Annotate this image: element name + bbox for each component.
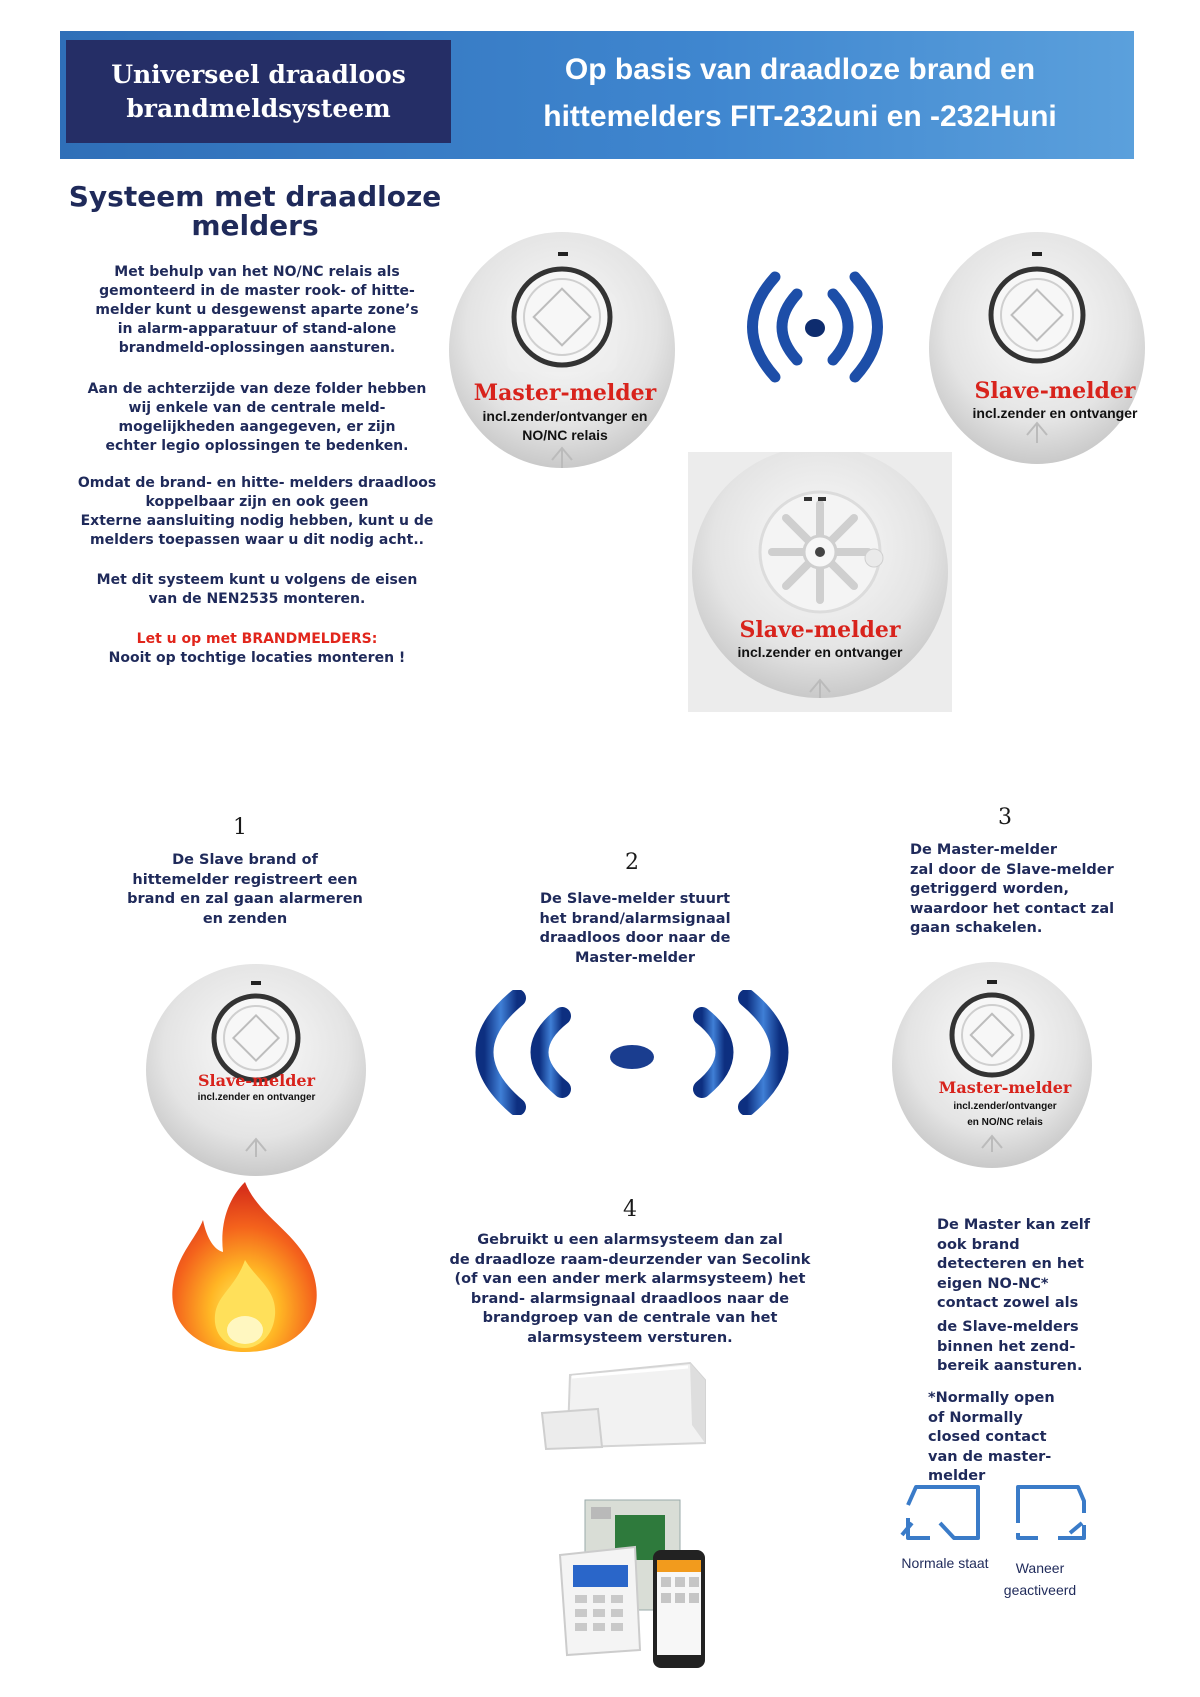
step-3-master-detector-image <box>890 960 1095 1170</box>
caption-normal: Normale staat <box>901 1555 989 1571</box>
contact-normal-diagram <box>900 1483 990 1543</box>
heat-detector-image <box>688 452 952 712</box>
slave-detector-image <box>927 230 1147 480</box>
header-left-panel <box>66 40 451 143</box>
intro-paragraph-1: Met behulp van het NO/NC relais als gemonteerd in de master rook- of hitte- melder kunt u desgewenst aparte zone’s in alarm-apparatuur of stand-alone brandmeld-oplossingen aansturen. <box>95 264 419 356</box>
step-3-detector-sub: incl.zender/ontvanger en NO/NC relais <box>953 1101 1057 1128</box>
slave-detector-sub: incl.zender en ontvanger <box>972 405 1138 421</box>
step-1-text: De Slave brand of hittemelder registreert een brand en zal gaan alarmeren en zenden <box>127 852 363 927</box>
heat-detector-sub: incl.zender en ontvanger <box>737 644 903 660</box>
step-1-number: 1 <box>233 815 247 840</box>
header-left-title: Universeel draadloos brandmeldsysteem <box>111 59 406 123</box>
step-3-detector-label: Master-melder <box>938 1078 1072 1097</box>
warning-text-red: Let u op met BRANDMELDERS: <box>136 631 378 647</box>
alarm-system-image <box>555 1495 715 1675</box>
wireless-signal-icon <box>735 262 895 392</box>
slave-detector-label: Slave-melder <box>974 378 1136 404</box>
step-3-number: 3 <box>998 805 1012 830</box>
step-1-detector-sub: incl.zender en ontvanger <box>197 1092 316 1103</box>
master-detector-sub: incl.zender/ontvanger en NO/NC relais <box>482 408 648 443</box>
step-2-text: De Slave-melder stuurt het brand/alarmsignaal draadloos door naar de Master-melder <box>539 891 731 966</box>
step-2-number: 2 <box>625 850 639 875</box>
contact-active-diagram <box>1010 1483 1100 1543</box>
master-detector-label: Master-melder <box>473 380 657 406</box>
step-3-text: De Master-melder zal door de Slave-melder getriggerd worden, waardoor het contact zal gaan schakelen. <box>910 842 1115 936</box>
fire-icon <box>165 1180 325 1355</box>
header-right-title: Op basis van draadloze brand en hittemelders FIT-232uni en -232Huni <box>543 52 1057 133</box>
intro-paragraph-2: Aan de achterzijde van deze folder hebben wij enkele van de centrale meld- mogelijkheden aangegeven, er zijn echter legio oplossingen te bedenken. <box>87 381 427 454</box>
master-detector-image <box>447 232 677 492</box>
warning-text: Nooit op tochtige locaties monteren ! <box>108 650 406 666</box>
master-note-footnote: *Normally open of Normally closed contact van de master- melder <box>928 1390 1055 1484</box>
step-2-wireless-signal-icon <box>462 990 802 1115</box>
step-4-number: 4 <box>623 1197 637 1222</box>
master-note-text-2: de Slave-melders binnen het zend- bereik aansturen. <box>937 1319 1083 1374</box>
heat-detector-label: Slave-melder <box>739 617 901 643</box>
step-1-detector-label: Slave-melder <box>197 1071 316 1090</box>
door-sensor-image <box>540 1355 710 1455</box>
header-right-panel <box>470 40 1130 145</box>
intro-paragraph-4: Met dit systeem kunt u volgens de eisen van de NEN2535 monteren. <box>96 572 418 607</box>
master-note-text-1: De Master kan zelf ook brand detecteren en het eigen NO-NC* contact zowel als <box>937 1217 1091 1311</box>
caption-active: Waneer geactiveerd <box>1003 1560 1077 1598</box>
section-title: Systeem met draadloze melders <box>68 180 442 242</box>
intro-paragraph-3: Omdat de brand- en hitte- melders draadloos koppelbaar zijn en ook geen Externe aansluiting nodig hebben, kunt u de melders toepassen waar u dit nodig acht.. <box>77 475 437 548</box>
step-4-text: Gebruikt u een alarmsysteem dan zal de draadloze raam-deurzender van Secolink (of van een ander merk alarmsysteem) het brand- alarmsignaal draadloos naar de brandgroep van de centrale van het alarmsysteem versturen. <box>449 1232 811 1346</box>
